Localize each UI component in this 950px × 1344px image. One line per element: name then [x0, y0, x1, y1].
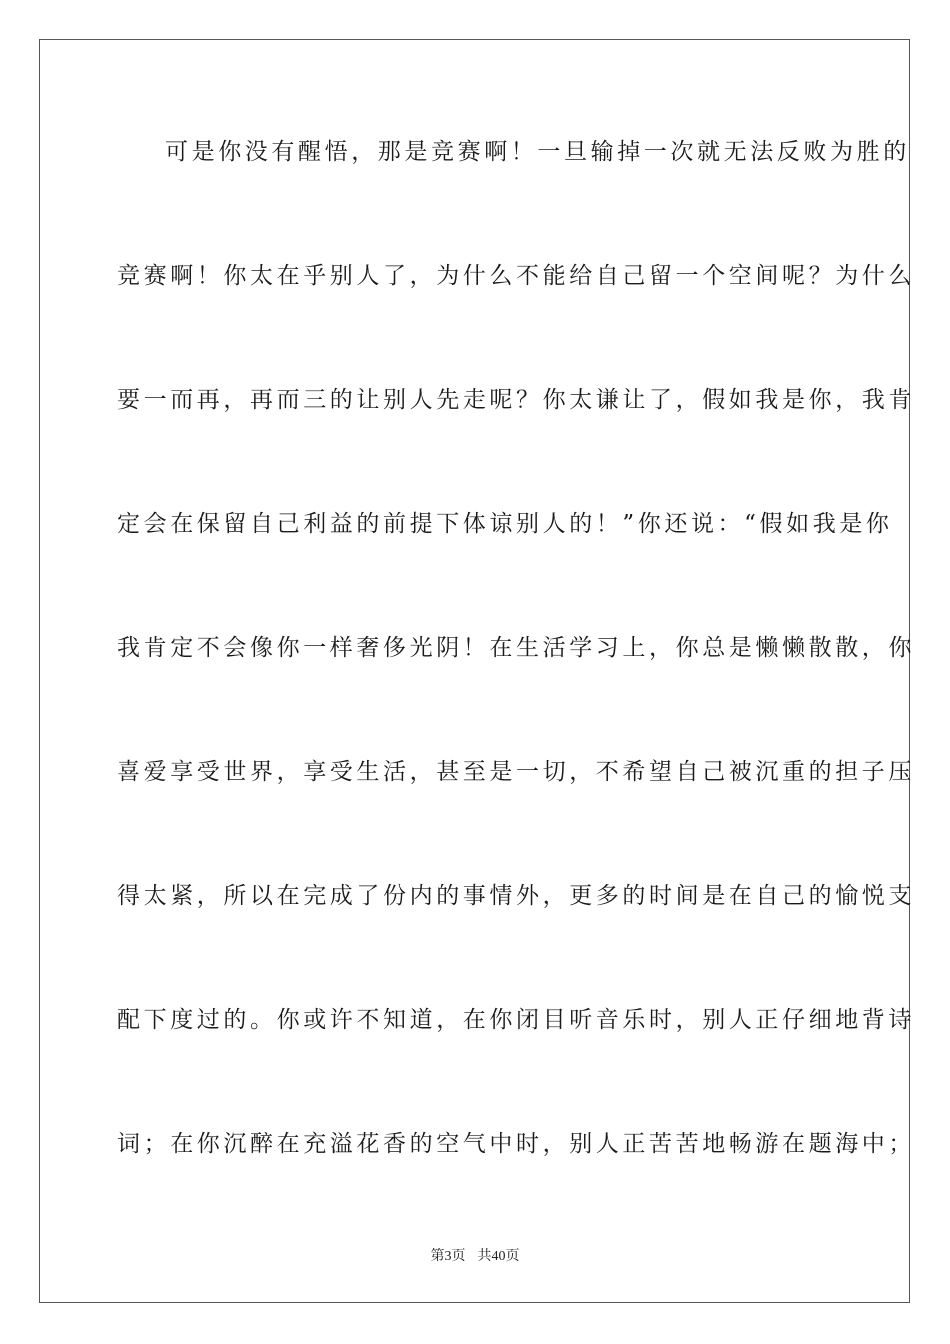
paragraph-line: 定会在保留自己利益的前提下体谅别人的！”你还说：“假如我是你 [117, 511, 893, 537]
paragraph-line: 要一而再，再而三的让别人先走呢？你太谦让了，假如我是你，我肯 [117, 387, 915, 413]
page-footer [0, 1245, 950, 1265]
paragraph-line: 配下度过的。你或许不知道，在你闭目听音乐时，别人正仔细地背诗 [117, 1007, 915, 1033]
paragraph-line: 喜爱享受世界，享受生活，甚至是一切，不希望自己被沉重的担子压 [117, 759, 915, 785]
paragraph-line: 词；在你沉醉在充溢花香的空气中时，别人正苦苦地畅游在题海中； [117, 1131, 915, 1157]
paragraph-line: 可是你没有醒悟，那是竞赛啊！一旦输掉一次就无法反败为胜的 [165, 139, 910, 165]
paragraph-line: 得太紧，所以在完成了份内的事情外，更多的时间是在自己的愉悦支 [117, 883, 915, 909]
page-border [39, 39, 915, 1303]
page-total: 共40页 [477, 1249, 520, 1264]
paragraph-line: 我肯定不会像你一样奢侈光阴！在生活学习上，你总是懒懒散散，你 [117, 635, 915, 661]
paragraph-line: 竞赛啊！你太在乎别人了，为什么不能给自己留一个空间呢？为什么 [117, 263, 915, 289]
page-number: 第3页 [430, 1249, 466, 1264]
